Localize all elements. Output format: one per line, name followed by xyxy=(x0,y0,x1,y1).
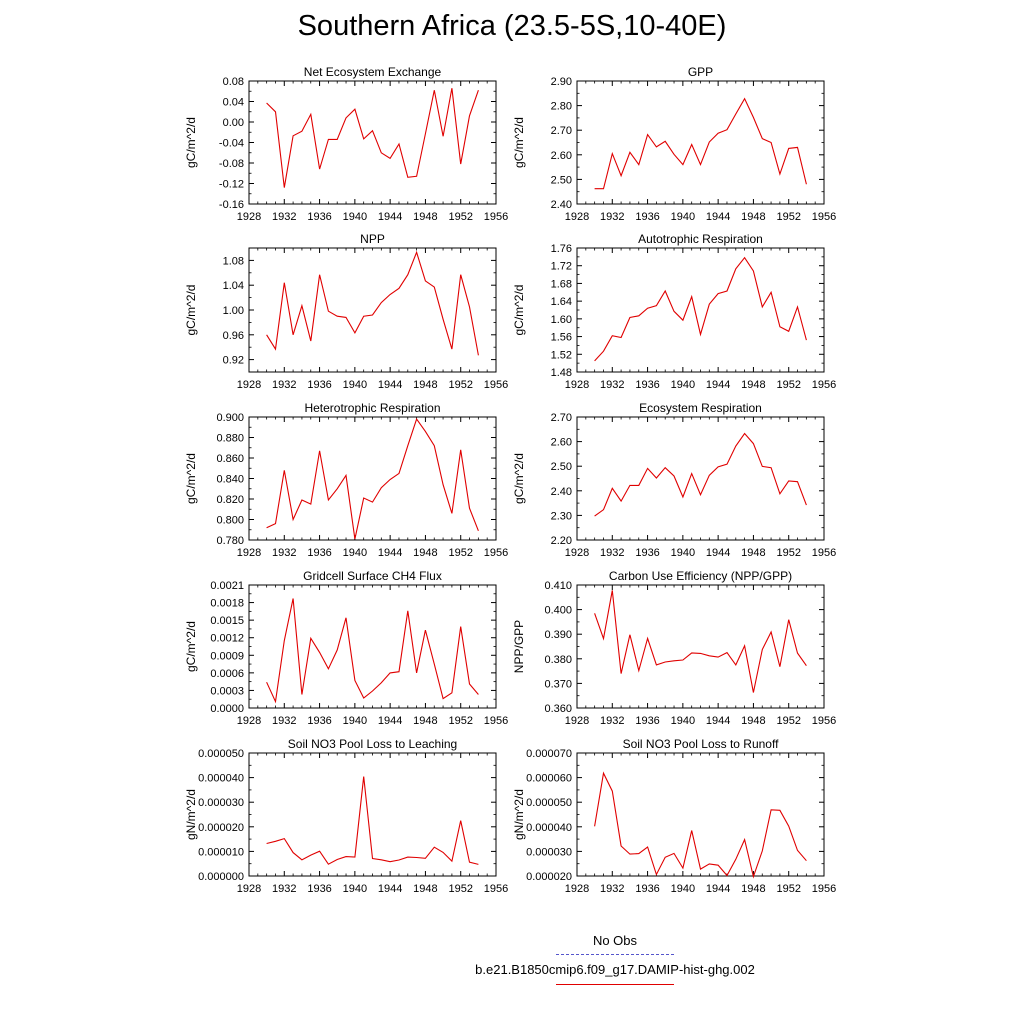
x-tick-label: 1932 xyxy=(272,379,297,391)
series-line xyxy=(267,419,479,539)
y-tick-label: 2.40 xyxy=(550,199,572,211)
x-tick-label: 1936 xyxy=(635,547,660,559)
y-tick-label: 2.90 xyxy=(550,76,572,88)
x-tick-label: 1948 xyxy=(741,379,766,391)
x-tick-label: 1948 xyxy=(413,883,438,895)
y-axis-label: gN/m^2/d xyxy=(512,789,526,840)
y-tick-label: 0.820 xyxy=(216,494,244,506)
x-tick-label: 1936 xyxy=(307,715,332,727)
y-tick-label: 0.360 xyxy=(544,703,572,715)
y-tick-label: 1.08 xyxy=(222,255,244,268)
x-tick-label: 1936 xyxy=(635,883,660,895)
legend-label-model: b.e21.B1850cmip6.f09_g17.DAMIP-hist-ghg.002 xyxy=(475,962,755,977)
panel-title: Gridcell Surface CH4 Flux xyxy=(303,569,442,583)
x-tick-label: 1948 xyxy=(741,547,766,559)
y-tick-label: 0.410 xyxy=(544,580,572,592)
y-tick-label: 1.52 xyxy=(550,349,572,362)
series-line xyxy=(595,773,807,877)
y-tick-label: 0.00 xyxy=(222,117,244,129)
x-tick-label: 1932 xyxy=(272,883,297,895)
y-tick-label: 0.800 xyxy=(216,514,244,527)
x-tick-label: 1956 xyxy=(811,547,837,559)
x-tick-label: 1932 xyxy=(272,715,297,727)
panel-title: GPP xyxy=(687,65,714,79)
y-tick-label: 0.92 xyxy=(222,354,244,367)
x-tick-label: 1936 xyxy=(307,379,332,391)
x-tick-label: 1928 xyxy=(236,547,262,559)
series-line xyxy=(267,599,479,702)
y-axis-label: gC/m^2/d xyxy=(512,284,526,336)
x-tick-label: 1948 xyxy=(741,211,766,223)
x-tick-label: 1936 xyxy=(635,211,660,223)
x-tick-label: 1956 xyxy=(483,547,509,559)
panel-title: Carbon Use Efficiency (NPP/GPP) xyxy=(608,569,793,583)
y-tick-label: 2.50 xyxy=(550,174,572,187)
x-tick-label: 1932 xyxy=(272,211,297,223)
y-tick-label: 0.900 xyxy=(216,412,244,424)
y-tick-label: 0.000020 xyxy=(526,871,572,883)
x-tick-label: 1952 xyxy=(776,379,801,391)
y-tick-label: 0.0003 xyxy=(210,685,244,698)
plot-frame xyxy=(249,248,496,372)
panel-title: Heterotrophic Respiration xyxy=(304,401,441,415)
x-tick-label: 1940 xyxy=(342,547,368,559)
y-axis-label: gC/m^2/d xyxy=(512,453,526,504)
y-tick-label: 0.04 xyxy=(222,96,244,109)
y-tick-label: 0.000040 xyxy=(526,821,572,834)
y-axis-label: NPP/GPP xyxy=(512,619,526,674)
y-tick-label: -0.08 xyxy=(218,158,244,170)
x-tick-label: 1952 xyxy=(448,379,473,391)
x-tick-label: 1948 xyxy=(413,211,438,223)
x-tick-label: 1948 xyxy=(741,715,766,727)
y-tick-label: 0.000070 xyxy=(526,748,572,760)
x-tick-label: 1928 xyxy=(564,547,590,559)
series-line xyxy=(595,258,807,361)
y-tick-label: 1.68 xyxy=(550,278,572,291)
x-tick-label: 1932 xyxy=(600,547,625,559)
y-tick-label: 0.0009 xyxy=(210,650,244,663)
y-tick-label: 0.000040 xyxy=(198,772,244,785)
y-tick-label: 2.60 xyxy=(550,149,572,162)
plot-frame xyxy=(249,585,496,708)
panel-9 xyxy=(512,737,836,895)
x-tick-label: 1928 xyxy=(236,883,262,895)
x-tick-label: 1936 xyxy=(307,883,332,895)
y-tick-label: 0.370 xyxy=(544,678,572,691)
x-tick-label: 1928 xyxy=(236,211,262,223)
x-tick-label: 1936 xyxy=(635,379,660,391)
y-axis-label: gC/m^2/d xyxy=(184,621,198,672)
x-tick-label: 1952 xyxy=(776,715,801,727)
y-tick-label: 2.70 xyxy=(550,412,572,424)
x-tick-label: 1948 xyxy=(413,715,438,727)
x-tick-label: 1956 xyxy=(811,211,837,223)
panel-0 xyxy=(184,65,508,223)
x-tick-label: 1952 xyxy=(448,547,473,559)
x-tick-label: 1948 xyxy=(741,883,766,895)
panel-title: Net Ecosystem Exchange xyxy=(303,65,442,79)
y-tick-label: -0.12 xyxy=(218,178,244,191)
y-tick-label: 0.000030 xyxy=(526,846,572,859)
x-tick-label: 1940 xyxy=(342,211,368,223)
plot-frame xyxy=(577,417,824,540)
x-tick-label: 1944 xyxy=(377,715,403,727)
y-tick-label: 2.40 xyxy=(550,485,572,498)
y-tick-label: 1.64 xyxy=(550,296,572,309)
x-tick-label: 1944 xyxy=(705,883,731,895)
y-tick-label: 1.00 xyxy=(222,305,244,317)
x-tick-label: 1940 xyxy=(670,211,696,223)
x-tick-label: 1952 xyxy=(448,883,473,895)
series-line xyxy=(595,590,807,692)
plot-frame xyxy=(577,248,824,372)
x-tick-label: 1952 xyxy=(448,715,473,727)
y-tick-label: -0.04 xyxy=(218,137,244,150)
panel-5 xyxy=(512,401,836,559)
x-tick-label: 1932 xyxy=(600,379,625,391)
x-tick-label: 1948 xyxy=(413,379,438,391)
panel-title: Soil NO3 Pool Loss to Runoff xyxy=(622,737,779,751)
y-tick-label: 0.0015 xyxy=(210,615,244,628)
y-tick-label: 2.20 xyxy=(550,535,572,547)
x-tick-label: 1928 xyxy=(564,883,590,895)
series-line xyxy=(595,434,807,517)
series-line xyxy=(267,88,479,187)
panel-title: Autotrophic Respiration xyxy=(638,232,763,246)
x-tick-label: 1944 xyxy=(377,379,403,391)
x-tick-label: 1936 xyxy=(307,547,332,559)
x-tick-label: 1932 xyxy=(600,883,625,895)
panel-title: Ecosystem Respiration xyxy=(639,401,762,415)
panel-8 xyxy=(184,737,508,895)
legend-label-obs: No Obs xyxy=(592,933,638,948)
x-tick-label: 1928 xyxy=(564,379,590,391)
page-title: Southern Africa (23.5-5S,10-40E) xyxy=(297,10,727,42)
series-line xyxy=(267,777,479,865)
x-tick-label: 1944 xyxy=(377,211,403,223)
x-tick-label: 1940 xyxy=(342,883,368,895)
x-tick-label: 1940 xyxy=(670,547,696,559)
x-tick-label: 1932 xyxy=(600,715,625,727)
x-tick-label: 1944 xyxy=(705,547,731,559)
y-axis-label: gN/m^2/d xyxy=(184,789,198,840)
y-tick-label: -0.16 xyxy=(218,199,244,211)
y-axis-label: gC/m^2/d xyxy=(184,284,198,336)
x-tick-label: 1952 xyxy=(776,883,801,895)
series-line xyxy=(595,99,807,189)
y-tick-label: 2.30 xyxy=(550,510,572,523)
x-tick-label: 1936 xyxy=(307,211,332,223)
y-tick-label: 0.0006 xyxy=(210,667,244,680)
panel-title: Soil NO3 Pool Loss to Leaching xyxy=(287,737,458,751)
x-tick-label: 1932 xyxy=(600,211,625,223)
plot-frame xyxy=(249,81,496,204)
x-tick-label: 1952 xyxy=(776,211,801,223)
x-tick-label: 1940 xyxy=(342,379,368,391)
y-tick-label: 0.000030 xyxy=(198,797,244,810)
y-axis-label: gC/m^2/d xyxy=(184,117,198,168)
y-tick-label: 0.08 xyxy=(222,76,244,88)
x-tick-label: 1944 xyxy=(377,547,403,559)
y-tick-label: 0.000060 xyxy=(526,772,572,785)
y-tick-label: 0.0018 xyxy=(210,597,244,610)
y-tick-label: 0.000020 xyxy=(198,821,244,834)
y-tick-label: 1.72 xyxy=(550,260,572,273)
plot-frame xyxy=(577,753,824,876)
x-tick-label: 1928 xyxy=(236,715,262,727)
y-tick-label: 1.04 xyxy=(222,280,244,293)
panel-title: NPP xyxy=(360,232,385,246)
x-tick-label: 1928 xyxy=(564,715,590,727)
y-tick-label: 2.50 xyxy=(550,461,572,474)
x-tick-label: 1940 xyxy=(670,379,696,391)
x-tick-label: 1928 xyxy=(564,211,590,223)
panel-4 xyxy=(184,401,508,559)
x-tick-label: 1956 xyxy=(483,715,509,727)
x-tick-label: 1944 xyxy=(705,211,731,223)
x-tick-label: 1944 xyxy=(377,883,403,895)
x-tick-label: 1956 xyxy=(811,715,837,727)
y-tick-label: 0.0021 xyxy=(210,580,244,592)
y-tick-label: 0.000050 xyxy=(198,748,244,760)
x-tick-label: 1948 xyxy=(413,547,438,559)
y-tick-label: 0.000010 xyxy=(198,846,244,859)
x-tick-label: 1936 xyxy=(635,715,660,727)
y-tick-label: 0.400 xyxy=(544,604,572,617)
x-tick-label: 1932 xyxy=(272,547,297,559)
x-tick-label: 1940 xyxy=(670,715,696,727)
y-axis-label: gC/m^2/d xyxy=(184,453,198,504)
plot-frame xyxy=(577,81,824,204)
y-tick-label: 0.390 xyxy=(544,629,572,642)
panel-7 xyxy=(512,569,836,727)
y-tick-label: 0.780 xyxy=(216,535,244,547)
x-tick-label: 1940 xyxy=(342,715,368,727)
y-tick-label: 1.48 xyxy=(550,367,572,379)
y-tick-label: 1.60 xyxy=(550,313,572,326)
y-tick-label: 0.96 xyxy=(222,329,244,342)
series-line xyxy=(267,252,479,355)
y-tick-label: 2.60 xyxy=(550,436,572,449)
x-tick-label: 1956 xyxy=(483,883,509,895)
x-tick-label: 1956 xyxy=(483,379,509,391)
y-tick-label: 1.76 xyxy=(550,243,572,255)
x-tick-label: 1940 xyxy=(670,883,696,895)
y-tick-label: 0.380 xyxy=(544,653,572,666)
y-tick-label: 0.0000 xyxy=(210,703,244,715)
y-tick-label: 0.860 xyxy=(216,453,244,465)
x-tick-label: 1944 xyxy=(705,379,731,391)
y-tick-label: 2.70 xyxy=(550,125,572,138)
panel-6 xyxy=(184,569,508,727)
x-tick-label: 1952 xyxy=(776,547,801,559)
panel-2 xyxy=(184,232,508,391)
y-tick-label: 0.000000 xyxy=(198,871,244,883)
y-tick-label: 1.56 xyxy=(550,331,572,344)
panel-3 xyxy=(512,232,836,391)
x-tick-label: 1956 xyxy=(483,211,509,223)
x-tick-label: 1928 xyxy=(236,379,262,391)
panel-1 xyxy=(512,65,836,223)
y-tick-label: 0.000050 xyxy=(526,797,572,810)
y-tick-label: 0.0012 xyxy=(210,632,244,645)
x-tick-label: 1952 xyxy=(448,211,473,223)
x-tick-label: 1944 xyxy=(705,715,731,727)
y-axis-label: gC/m^2/d xyxy=(512,117,526,168)
y-tick-label: 2.80 xyxy=(550,100,572,113)
x-tick-label: 1956 xyxy=(811,883,837,895)
y-tick-label: 0.840 xyxy=(216,473,244,486)
y-tick-label: 0.880 xyxy=(216,432,244,445)
x-tick-label: 1956 xyxy=(811,379,837,391)
